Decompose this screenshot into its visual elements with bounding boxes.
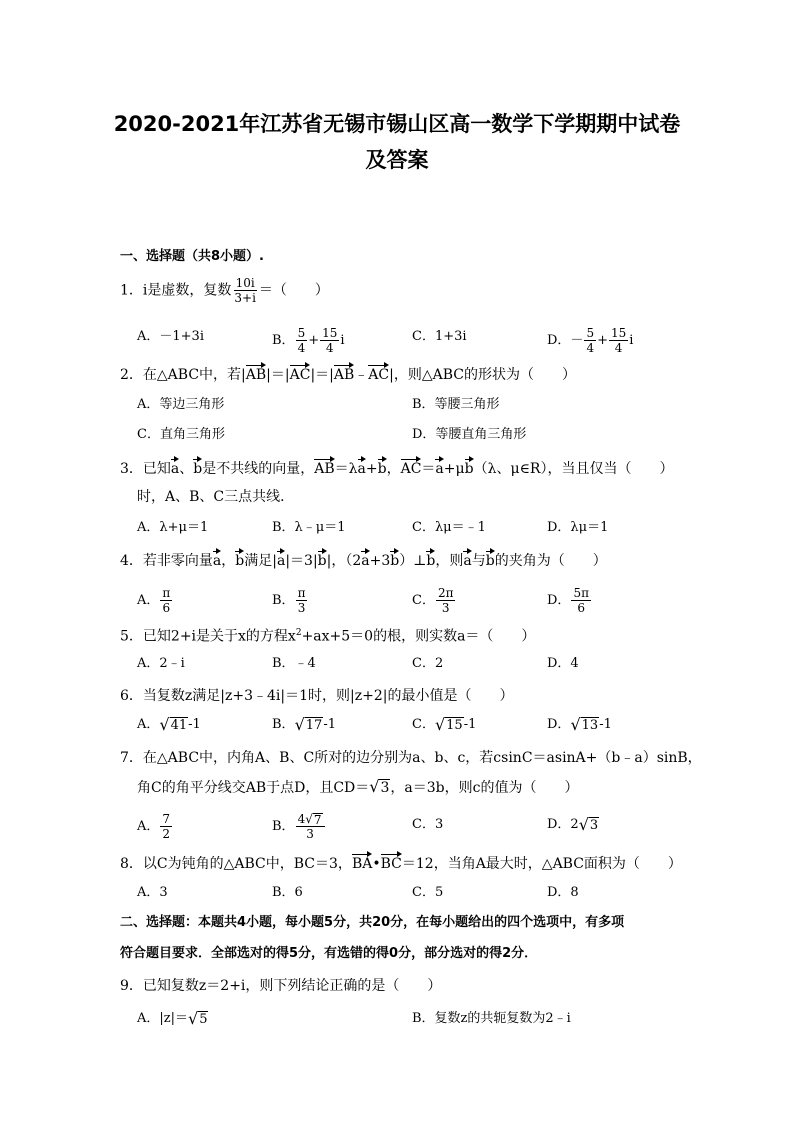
- q6-option-d: D． √ 13 -1: [547, 715, 612, 734]
- q8-option-c: C．5: [412, 885, 444, 900]
- q7-option-a: A． $\frac{7}{2}$: [137, 812, 171, 841]
- q8-option-b: B．6: [272, 885, 303, 900]
- q1-option-a: A．－1+3i: [137, 329, 204, 344]
- question-1: 1．i是虚数，复数 $\frac{10i}{3+i}$ ＝（ ）: [120, 276, 329, 305]
- question-6: 6．当复数z满足|z+3﹣4i|＝1时，则|z+2|的最小值是（ ）: [120, 688, 514, 704]
- document-title-line2: 及答案: [365, 148, 429, 172]
- question-2: 2．在△ABC中，若|AB|＝|AC|＝|AB﹣AC|，则△ABC的形状为（ ）: [120, 362, 576, 386]
- question-3-cont: 时，A、B、C三点共线．: [137, 489, 295, 505]
- q4-option-c: C． $\frac{2\pi}{3}$: [412, 586, 454, 615]
- q2-option-b: B．等腰三角形: [412, 397, 500, 412]
- q1-option-d: D．－ $\frac{5}{4}$ + $\frac{15}{4}$ i: [547, 326, 634, 355]
- question-4: 4．若非零向量a，b满足|a|＝3|b|，（2a+3b）⊥b，则a与b的夹角为（ ）: [120, 548, 607, 572]
- question-3: 3．已知a、b是不共线的向量，AB＝λa+b，AC＝a+μb（λ、μ∈R），当且仅当（ ）: [120, 456, 673, 480]
- q4-option-b: B． $\frac{\pi}{3}$: [272, 586, 306, 615]
- question-7-cont: 角C的角平分线交AB于点D，且CD＝ √ 3 ，a＝3b，则c的值为（ ）: [137, 777, 579, 796]
- q1-option-c: C．1+3i: [412, 329, 467, 344]
- q3-option-d: D．λμ＝1: [547, 520, 609, 535]
- question-7: 7．在△ABC中，内角A、B、C所对的边分别为a、b、c，若csinC＝asinA+（b﹣a）sinB，: [120, 750, 702, 766]
- q8-option-a: A．3: [137, 885, 168, 900]
- section2-heading: 二、选择题：本题共4小题，每小题5分，共20分，在每小题给出的四个选项中，有多项: [120, 915, 625, 930]
- q7-option-b: B． 4 √ 7 3: [272, 812, 326, 841]
- q6-option-b: B． √ 17 -1: [272, 715, 336, 734]
- q5-option-c: C．2: [412, 656, 444, 671]
- q3-option-a: A．λ+μ＝1: [137, 520, 209, 535]
- q3-option-c: C．λμ＝﹣1: [412, 520, 486, 535]
- fraction: $\frac{10i}{3+i}$: [234, 276, 256, 305]
- q1-option-b: B． $\frac{5}{4}$ + $\frac{15}{4}$ i: [272, 326, 345, 355]
- q9-option-a: A．|z|＝ √ 5: [137, 1009, 208, 1028]
- question-8: 8．以C为钝角的△ABC中，BC＝3，BA•BC＝12，当角A最大时，△ABC面积为（ ）: [120, 851, 682, 875]
- q7-option-c: C．3: [412, 817, 444, 832]
- q6-option-c: C． √ 15 -1: [412, 715, 477, 734]
- q3-option-b: B．λ﹣μ＝1: [272, 520, 346, 535]
- section2-heading-cont: 符合题目要求．全部选对的得5分，有选错的得0分，部分选对的得2分．: [120, 946, 538, 961]
- q4-option-a: A． $\frac{\pi}{6}$: [137, 586, 171, 615]
- q4-option-d: D． $\frac{5\pi}{6}$: [547, 586, 589, 615]
- q2-option-d: D．等腰直角三角形: [412, 427, 527, 442]
- q5-option-a: A．2﹣i: [137, 656, 185, 671]
- q5-option-d: D．4: [547, 656, 579, 671]
- q2-option-c: C．直角三角形: [137, 427, 225, 442]
- question-9: 9．已知复数z＝2+i，则下列结论正确的是（ ）: [120, 978, 442, 994]
- q5-option-b: B．﹣4: [272, 656, 316, 671]
- q9-option-b: B．复数z的共轭复数为2﹣i: [412, 1011, 571, 1026]
- q8-option-d: D．8: [547, 885, 579, 900]
- q2-option-a: A．等边三角形: [137, 397, 225, 412]
- q7-option-d: D．2 √ 3: [547, 815, 599, 834]
- question-5: 5．已知2+i是关于x的方程$x^2+ax+5=0$的根，则实数a＝（ ）: [120, 628, 536, 645]
- document-title: 2020-2021年江苏省无锡市锡山区高一数学下学期期中试卷: [113, 112, 681, 136]
- section1-heading: 一、选择题（共8小题）.: [120, 249, 264, 264]
- q6-option-a: A． √ 41 -1: [137, 715, 201, 734]
